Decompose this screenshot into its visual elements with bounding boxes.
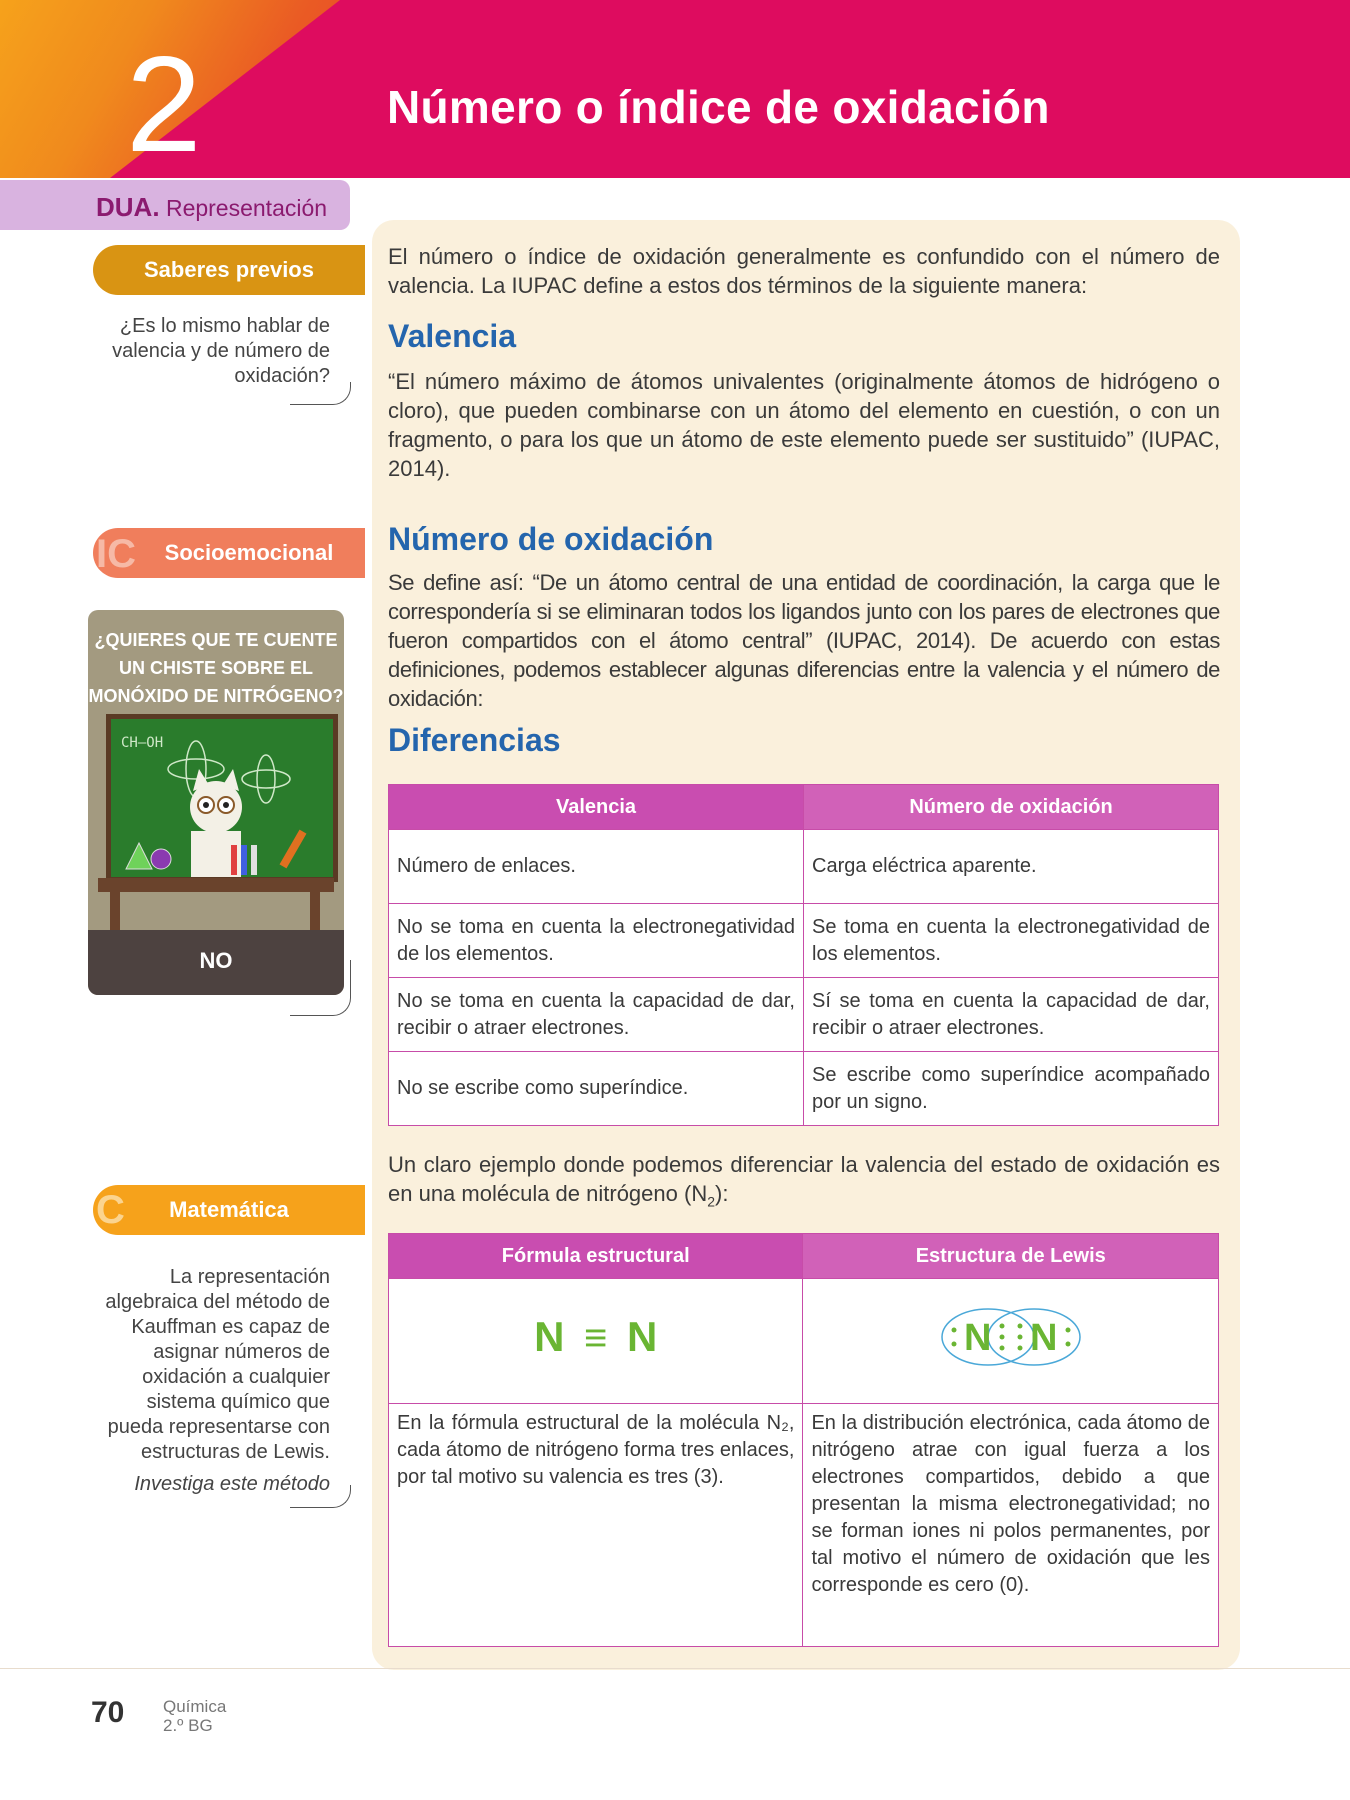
subject-label	[163, 1697, 226, 1735]
dua-label-rest: Representación	[159, 195, 328, 221]
table-header-row	[389, 785, 1219, 830]
dua-label	[96, 192, 327, 223]
joke-answer: NO	[199, 948, 233, 973]
matematica-italic-note: Investiga este método	[134, 1473, 330, 1495]
socioemocional-divider	[290, 960, 351, 1016]
socioemocional-label: Socioemocional	[93, 528, 365, 578]
column-header-valencia: Valencia	[389, 785, 804, 830]
lewis-structure-cell	[803, 1279, 1219, 1404]
table-row	[389, 1404, 1219, 1647]
joke-question: ¿QUIERES QUE TE CUENTE UN CHISTE SOBRE EL MONÓXIDO DE NITRÓGENO?	[88, 630, 344, 706]
intro-paragraph: El número o índice de oxidación generalmente es confundido con el número de valencia. La IUPAC define a estos dos términos de la siguiente manera:	[388, 244, 1220, 298]
example-paragraph	[388, 1150, 1220, 1216]
joke-card	[88, 610, 344, 995]
matematica-divider	[290, 1485, 351, 1508]
saberes-divider	[290, 382, 351, 405]
lewis-description: En la distribución electrónica, cada átomo de nitrógeno atrae con igual fuerza a los electrones compartidos, debido a que presentan la misma electronegatividad; no se forman iones ni polos permanentes, por tal motivo el número de oxidación que les corresponde es cero (0).	[803, 1404, 1219, 1647]
structural-formula-cell	[389, 1279, 803, 1404]
table-row	[389, 978, 1219, 1052]
valencia-definition: “El número máximo de átomos univalentes (originalmente átomos de hidrógeno o cloro), que pueden combinarse con un átomo del elemento en cuestión, o con un fragmento, o para los que un átomo de este elemento puede ser sustituido” (IUPAC, 2014).	[388, 369, 1220, 481]
example-subscript: 2	[707, 1193, 716, 1210]
subject-name: Química	[163, 1697, 227, 1716]
matematica-icon: C	[96, 1188, 125, 1232]
diferencias-table	[388, 784, 1219, 1126]
dua-label-bold: DUA.	[96, 192, 160, 222]
matematica-text: La representación algebraica del método de Kauffman es capaz de asignar números de oxidación a cualquier sistema químico que pueda representarse con estructuras de Lewis.	[105, 1266, 330, 1463]
table-cell: No se toma en cuenta la electronegatividad de los elementos.	[389, 904, 804, 978]
page-number: 70	[91, 1696, 125, 1729]
chapter-number: 2	[126, 28, 202, 180]
table-row	[389, 1279, 1219, 1404]
grade-label: 2.º BG	[163, 1716, 213, 1735]
numero-oxidacion-heading: Número de oxidación	[388, 521, 714, 557]
column-header-formula: Fórmula estructural	[389, 1234, 803, 1279]
lewis-atom-left: N	[963, 1317, 992, 1359]
footer-divider	[0, 1668, 1350, 1669]
column-header-numero-oxidacion: Número de oxidación	[804, 785, 1219, 830]
table-row	[389, 904, 1219, 978]
table-cell: Carga eléctrica aparente.	[804, 830, 1219, 904]
matematica-label: Matemática	[93, 1185, 365, 1235]
nitrogen-atom-left: N	[534, 1313, 565, 1360]
table-row	[389, 830, 1219, 904]
table-cell: No se escribe como superíndice.	[389, 1052, 804, 1126]
column-header-lewis: Estructura de Lewis	[803, 1234, 1219, 1279]
saberes-previos-label: Saberes previos	[93, 245, 365, 295]
socioemocional-icon: IC	[96, 532, 136, 576]
formula-description: En la fórmula estructural de la molécula N₂, cada átomo de nitrógeno forma tres enlaces, por tal motivo su valencia es tres (3).	[389, 1404, 803, 1647]
table-cell: Se toma en cuenta la electronegatividad de los elementos.	[804, 904, 1219, 978]
table-cell: Se escribe como superíndice acompañado por un signo.	[804, 1052, 1219, 1126]
lab-table	[98, 878, 334, 892]
estructura-table	[388, 1233, 1219, 1647]
example-text-end: ):	[715, 1181, 729, 1206]
triple-bond-symbol: ≡	[584, 1316, 608, 1360]
table-row	[389, 1052, 1219, 1126]
board-writing: CH—OH	[121, 735, 164, 751]
chalkboard-illustration	[106, 714, 338, 882]
page-title: Número o índice de oxidación	[387, 81, 1050, 133]
diferencias-heading: Diferencias	[388, 722, 561, 758]
lewis-atom-right: N	[1029, 1317, 1058, 1359]
numero-oxidacion-definition: Se define así: “De un átomo central de una entidad de coordinación, la carga que le correspondería si se eliminaran todos los ligandos junto con los pares de electrones que fueron compartidos con el átomo central” (IUPAC, 2014). De acuerdo con estas definiciones, podemos establecer algunas diferencias entre la valencia y el número de oxidación:	[388, 570, 1220, 711]
table-header-row	[389, 1234, 1219, 1279]
lewis-diagram-icon	[936, 1302, 1086, 1372]
table-cell: Sí se toma en cuenta la capacidad de dar, recibir o atraer electrones.	[804, 978, 1219, 1052]
table-cell: No se toma en cuenta la capacidad de dar, recibir o atraer electrones.	[389, 978, 804, 1052]
table-cell: Número de enlaces.	[389, 830, 804, 904]
valencia-heading: Valencia	[388, 318, 517, 354]
scientist-cat-icon	[111, 719, 333, 877]
nitrogen-atom-right: N	[626, 1313, 658, 1360]
example-text-start: Un claro ejemplo donde podemos diferenciar la valencia del estado de oxidación es en una molécula de nitrógeno (N	[388, 1152, 1220, 1206]
saberes-previos-text: ¿Es lo mismo hablar de valencia y de número de oxidación?	[112, 315, 330, 387]
